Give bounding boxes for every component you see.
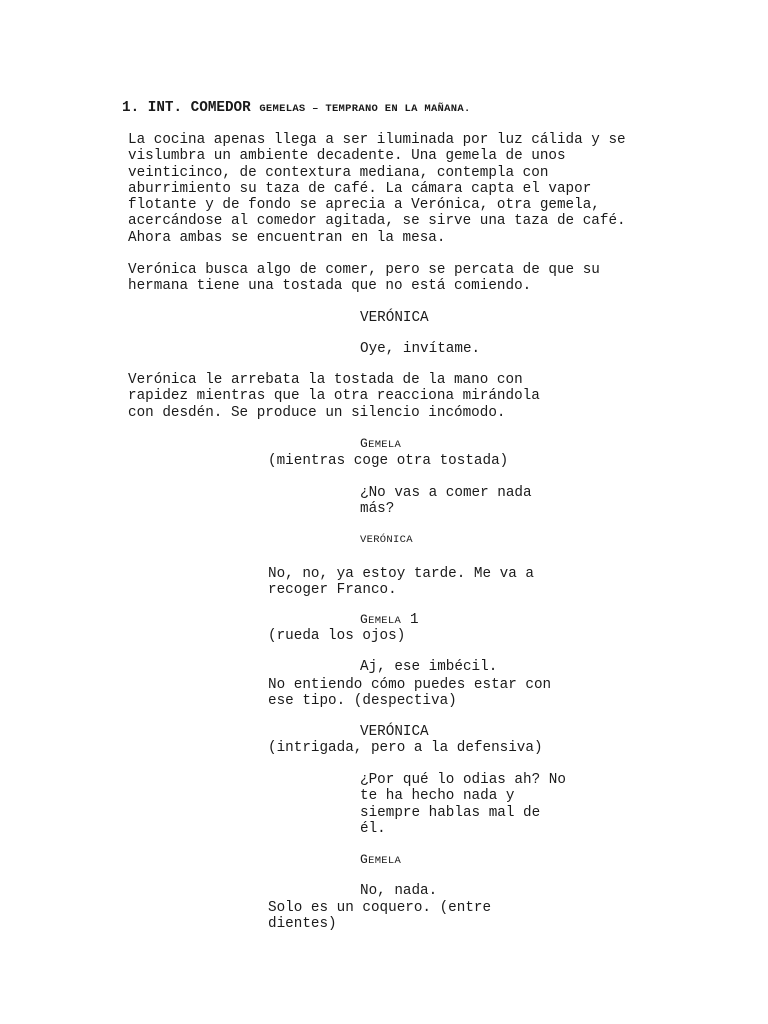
scene-heading	[122, 100, 471, 117]
action-paragraph-1	[128, 132, 626, 246]
action-line: con desdén. Se produce un silencio incómodo.	[128, 404, 506, 421]
dialogue-block	[268, 677, 551, 710]
action-line: aburrimiento su taza de café. La cámara capta el vapor	[128, 180, 592, 197]
dialogue-line: más?	[360, 501, 395, 518]
dialogue-line: No entiendo cómo puedes estar con	[268, 677, 552, 693]
character-name-gemela	[360, 436, 401, 453]
action-paragraph-2	[128, 262, 600, 295]
action-line: Verónica busca algo de comer, pero se percata de que su	[128, 262, 600, 278]
scene-time: GEMELAS – TEMPRANO EN LA MAÑANA.	[259, 103, 471, 115]
dialogue-line: ¿No vas a comer nada	[360, 485, 532, 501]
parenthetical: (intrigada, pero a la defensiva)	[268, 740, 543, 756]
dialogue-line: Solo es un coquero. (entre	[268, 900, 492, 916]
character-name-rest: EMELA	[368, 855, 402, 867]
dialogue-line: ese tipo. (despectiva)	[268, 693, 457, 710]
character-name-rest: EMELA	[368, 615, 402, 627]
dialogue-line: él.	[360, 820, 386, 837]
dialogue-block	[268, 566, 534, 599]
dialogue-line: dientes)	[268, 916, 337, 933]
dialogue-line: Oye, invítame.	[360, 341, 481, 357]
action-line: veinticinco, de contextura mediana, contempla con	[128, 164, 549, 181]
character-name-veronica: VERÓNICA	[360, 724, 429, 740]
action-line: vislumbra un ambiente decadente. Una gemela de unos	[128, 148, 566, 165]
character-name-initial: G	[360, 852, 369, 867]
parenthetical: (rueda los ojos)	[268, 628, 406, 644]
action-line: rapidez mientras que la otra reacciona mirándola	[128, 388, 540, 405]
dialogue-block	[360, 485, 532, 518]
dialogue-block	[360, 772, 566, 837]
scene-location: INT. COMEDOR	[147, 100, 251, 116]
dialogue-block	[268, 900, 491, 933]
character-name-veronica: VERÓNICA	[360, 310, 429, 326]
character-name-veronica: VERÓNICA	[360, 534, 413, 546]
dialogue-line: ¿Por qué lo odias ah? No	[360, 772, 566, 788]
dialogue-line: No, no, ya estoy tarde. Me va a	[268, 566, 534, 582]
action-line: La cocina apenas llega a ser iluminada por luz cálida y se	[128, 132, 626, 148]
character-name-gemela-1	[360, 612, 419, 629]
action-line: hermana tiene una tostada que no está comiendo.	[128, 278, 532, 295]
dialogue-line: No, nada.	[360, 883, 438, 899]
action-line: Verónica le arrebata la tostada de la mano con	[128, 372, 523, 388]
character-name-gemela	[360, 852, 401, 869]
scene-number: 1.	[122, 100, 140, 116]
character-name-initial: G	[360, 612, 369, 627]
dialogue-line: Aj, ese imbécil.	[360, 659, 498, 675]
dialogue-line: siempre hablas mal de	[360, 804, 541, 821]
dialogue-line: te ha hecho nada y	[360, 788, 515, 805]
action-paragraph-3	[128, 372, 540, 421]
character-name-rest: EMELA	[368, 439, 402, 451]
dialogue-line: recoger Franco.	[268, 582, 397, 599]
character-name-number: 1	[401, 612, 419, 628]
parenthetical: (mientras coge otra tostada)	[268, 453, 509, 469]
action-line: acercándose al comedor agitada, se sirve una taza de café.	[128, 213, 626, 230]
action-line: flotante y de fondo se aprecia a Verónica, otra gemela,	[128, 197, 600, 214]
character-name-initial: G	[360, 436, 369, 451]
action-line: Ahora ambas se encuentran en la mesa.	[128, 229, 446, 246]
